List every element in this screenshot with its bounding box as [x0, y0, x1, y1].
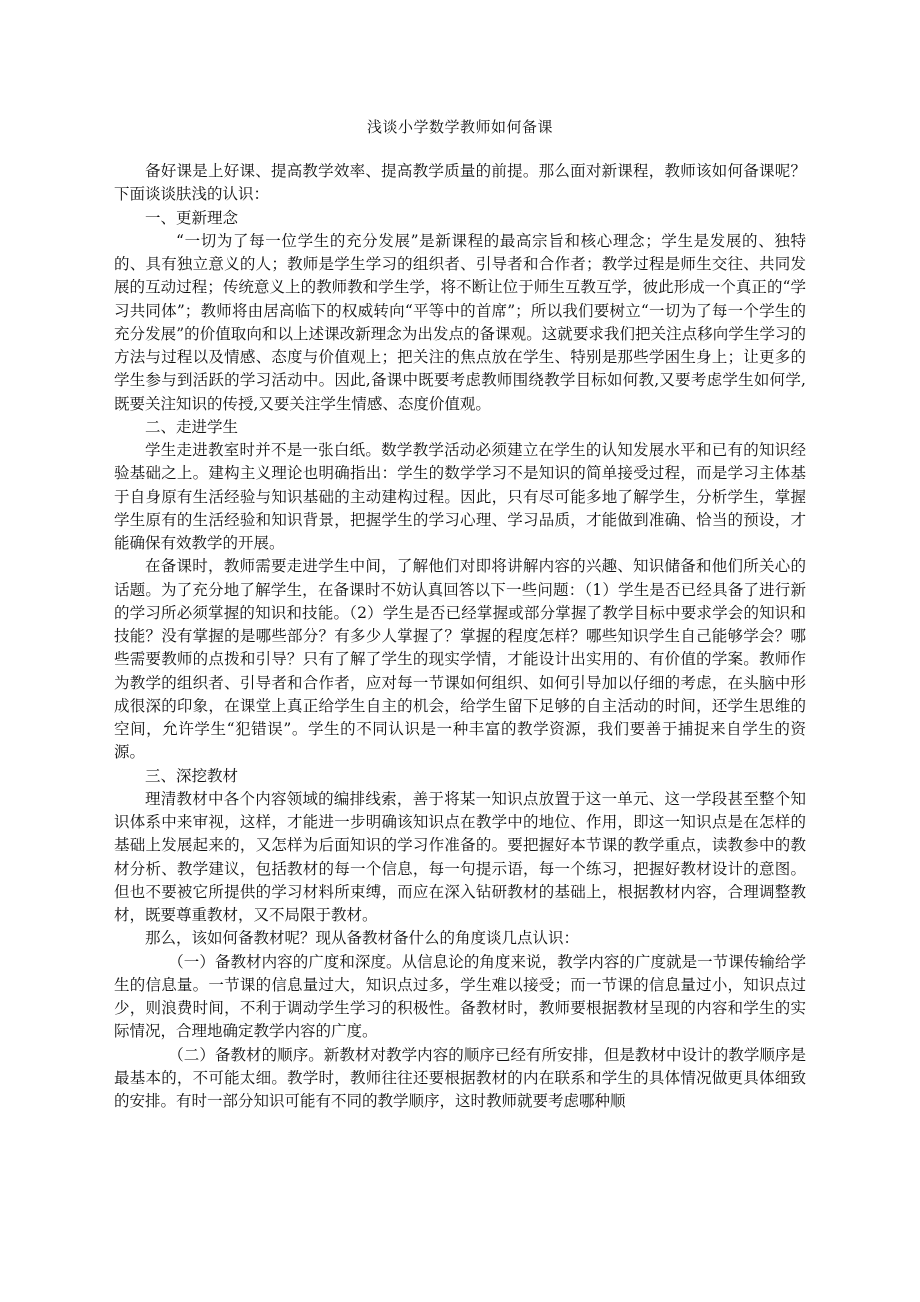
paragraph-textbook-2: 那么，该如何备教材呢？现从备教材备什么的角度谈几点认识：: [145, 929, 580, 948]
paragraph-subpoint-1: （一）备教材内容的广度和深度。从信息论的角度来说，教学内容的广度就是一节课传输给学生的信息量。一节课的信息量过大，知识点过多，学生难以接受；而一节课的信息量过小，知识点过少，则浪费时间，不利于调动学生学习的积极性。备教材时，教师要根据教材呈现的内容和学生的实际情况，合理地确定教学内容的广度。: [114, 952, 806, 1041]
paragraph-update-ideas: “一切为了每一位学生的充分发展”是新课程的最高宗旨和核心理念；学生是发展的、独特的、具有独立意义的人；教师是学生学习的组织者、引导者和合作者；教学过程是师生交往、共同发展的互动过程；传统意义上的教师教和学生学，将不断让位于师生互教互学，彼此形成一个真正的“学习共同体”；教师将由居高临下的权威转向“平等中的首席”；所以我们要树立“一切为了每一个学生的充分发展”的价值取向和以上述课改新理念为出发点的备课观。这就要求我们把关注点移向学生学习的方法与过程以及情感、态度与价值观上；把关注的焦点放在学生、特别是那些学困生身上；让更多的学生参与到活跃的学习活动中。因此,备课中既要考虑教师围绕教学目标如何教,又要考虑学生如何学,既要关注知识的传授,又要关注学生情感、态度价值观。: [114, 231, 806, 413]
paragraph-students-1: 学生走进教室时并不是一张白纸。数学教学活动必须建立在学生的认知发展水平和已有的知识经验基础之上。建构主义理论也明确指出：学生的数学学习不是知识的简单接受过程，而是学习主体基于自身原有生活经验与知识基础的主动建构过程。因此，只有尽可能多地了解学生，分析学生，掌握学生原有的生活经验和知识背景，把握学生的学习心理、学习品质，才能做到准确、恰当的预设，才能确保有效教学的开展。: [114, 441, 806, 552]
section-heading-1: 一、更新理念: [145, 208, 239, 227]
paragraph-textbook-1: 理清教材中各个内容领域的编排线索，善于将某一知识点放置于这一单元、这一学段甚至整个知识体系中来审视，这样，才能进一步明确该知识点在教学中的地位、作用，即这一知识点是在怎样的基础上发展起来的，又怎样为后面知识的学习作准备的。要把握好本节课的教学重点，读教参中的教材分析、教学建议，包括教材的每一个信息，每一句提示语，每一个练习，把握好教材设计的意图。但也不要被它所提供的学习材料所束缚，而应在深入钻研教材的基础上，根据教材内容，合理调整教材，既要尊重教材，又不局限于教材。: [114, 789, 806, 924]
paragraph-students-2: 在备课时，教师需要走进学生中间，了解他们对即将讲解内容的兴趣、知识储备和他们所关心的话题。为了充分地了解学生，在备课时不妨认真回答以下一些问题：（1）学生是否已经具备了进行新的学习所必须掌握的知识和技能。（2）学生是否已经掌握或部分掌握了教学目标中要求学会的知识和技能？没有掌握的是哪些部分？有多少人掌握了？掌握的程度怎样？哪些知识学生自己能够学会？哪些需要教师的点拨和引导？只有了解了学生的现实学情，才能设计出实用的、有价值的学案。教师作为教学的组织者、引导者和合作者，应对每一节课如何组织、如何引导加以仔细的考虑，在头脑中形成很深的印象，在课堂上真正给学生自主的机会，给学生留下足够的自主活动的时间，还学生思维的空间，允许学生“犯错误”。学生的不同认识是一种丰富的教学资源，我们要善于捕捉来自学生的资源。: [114, 557, 806, 762]
paragraph-subpoint-2: （二）备教材的顺序。新教材对教学内容的顺序已经有所安排，但是教材中设计的教学顺序是最基本的，不可能太细。教学时，教师往往还要根据教材的内在联系和学生的具体情况做更具体细致的安排。有时一部分知识可能有不同的教学顺序，这时教师就要考虑哪种顺: [114, 1045, 806, 1110]
section-heading-2: 二、走进学生: [145, 417, 239, 436]
paragraph-intro: 备好课是上好课、提高教学效率、提高教学质量的前提。那么面对新课程，教师该如何备课呢？下面谈谈肤浅的认识：: [114, 162, 806, 204]
section-heading-3: 三、深挖教材: [145, 766, 239, 785]
document-title: 浅谈小学数学教师如何备课: [366, 118, 553, 136]
document-body: [114, 160, 806, 1113]
